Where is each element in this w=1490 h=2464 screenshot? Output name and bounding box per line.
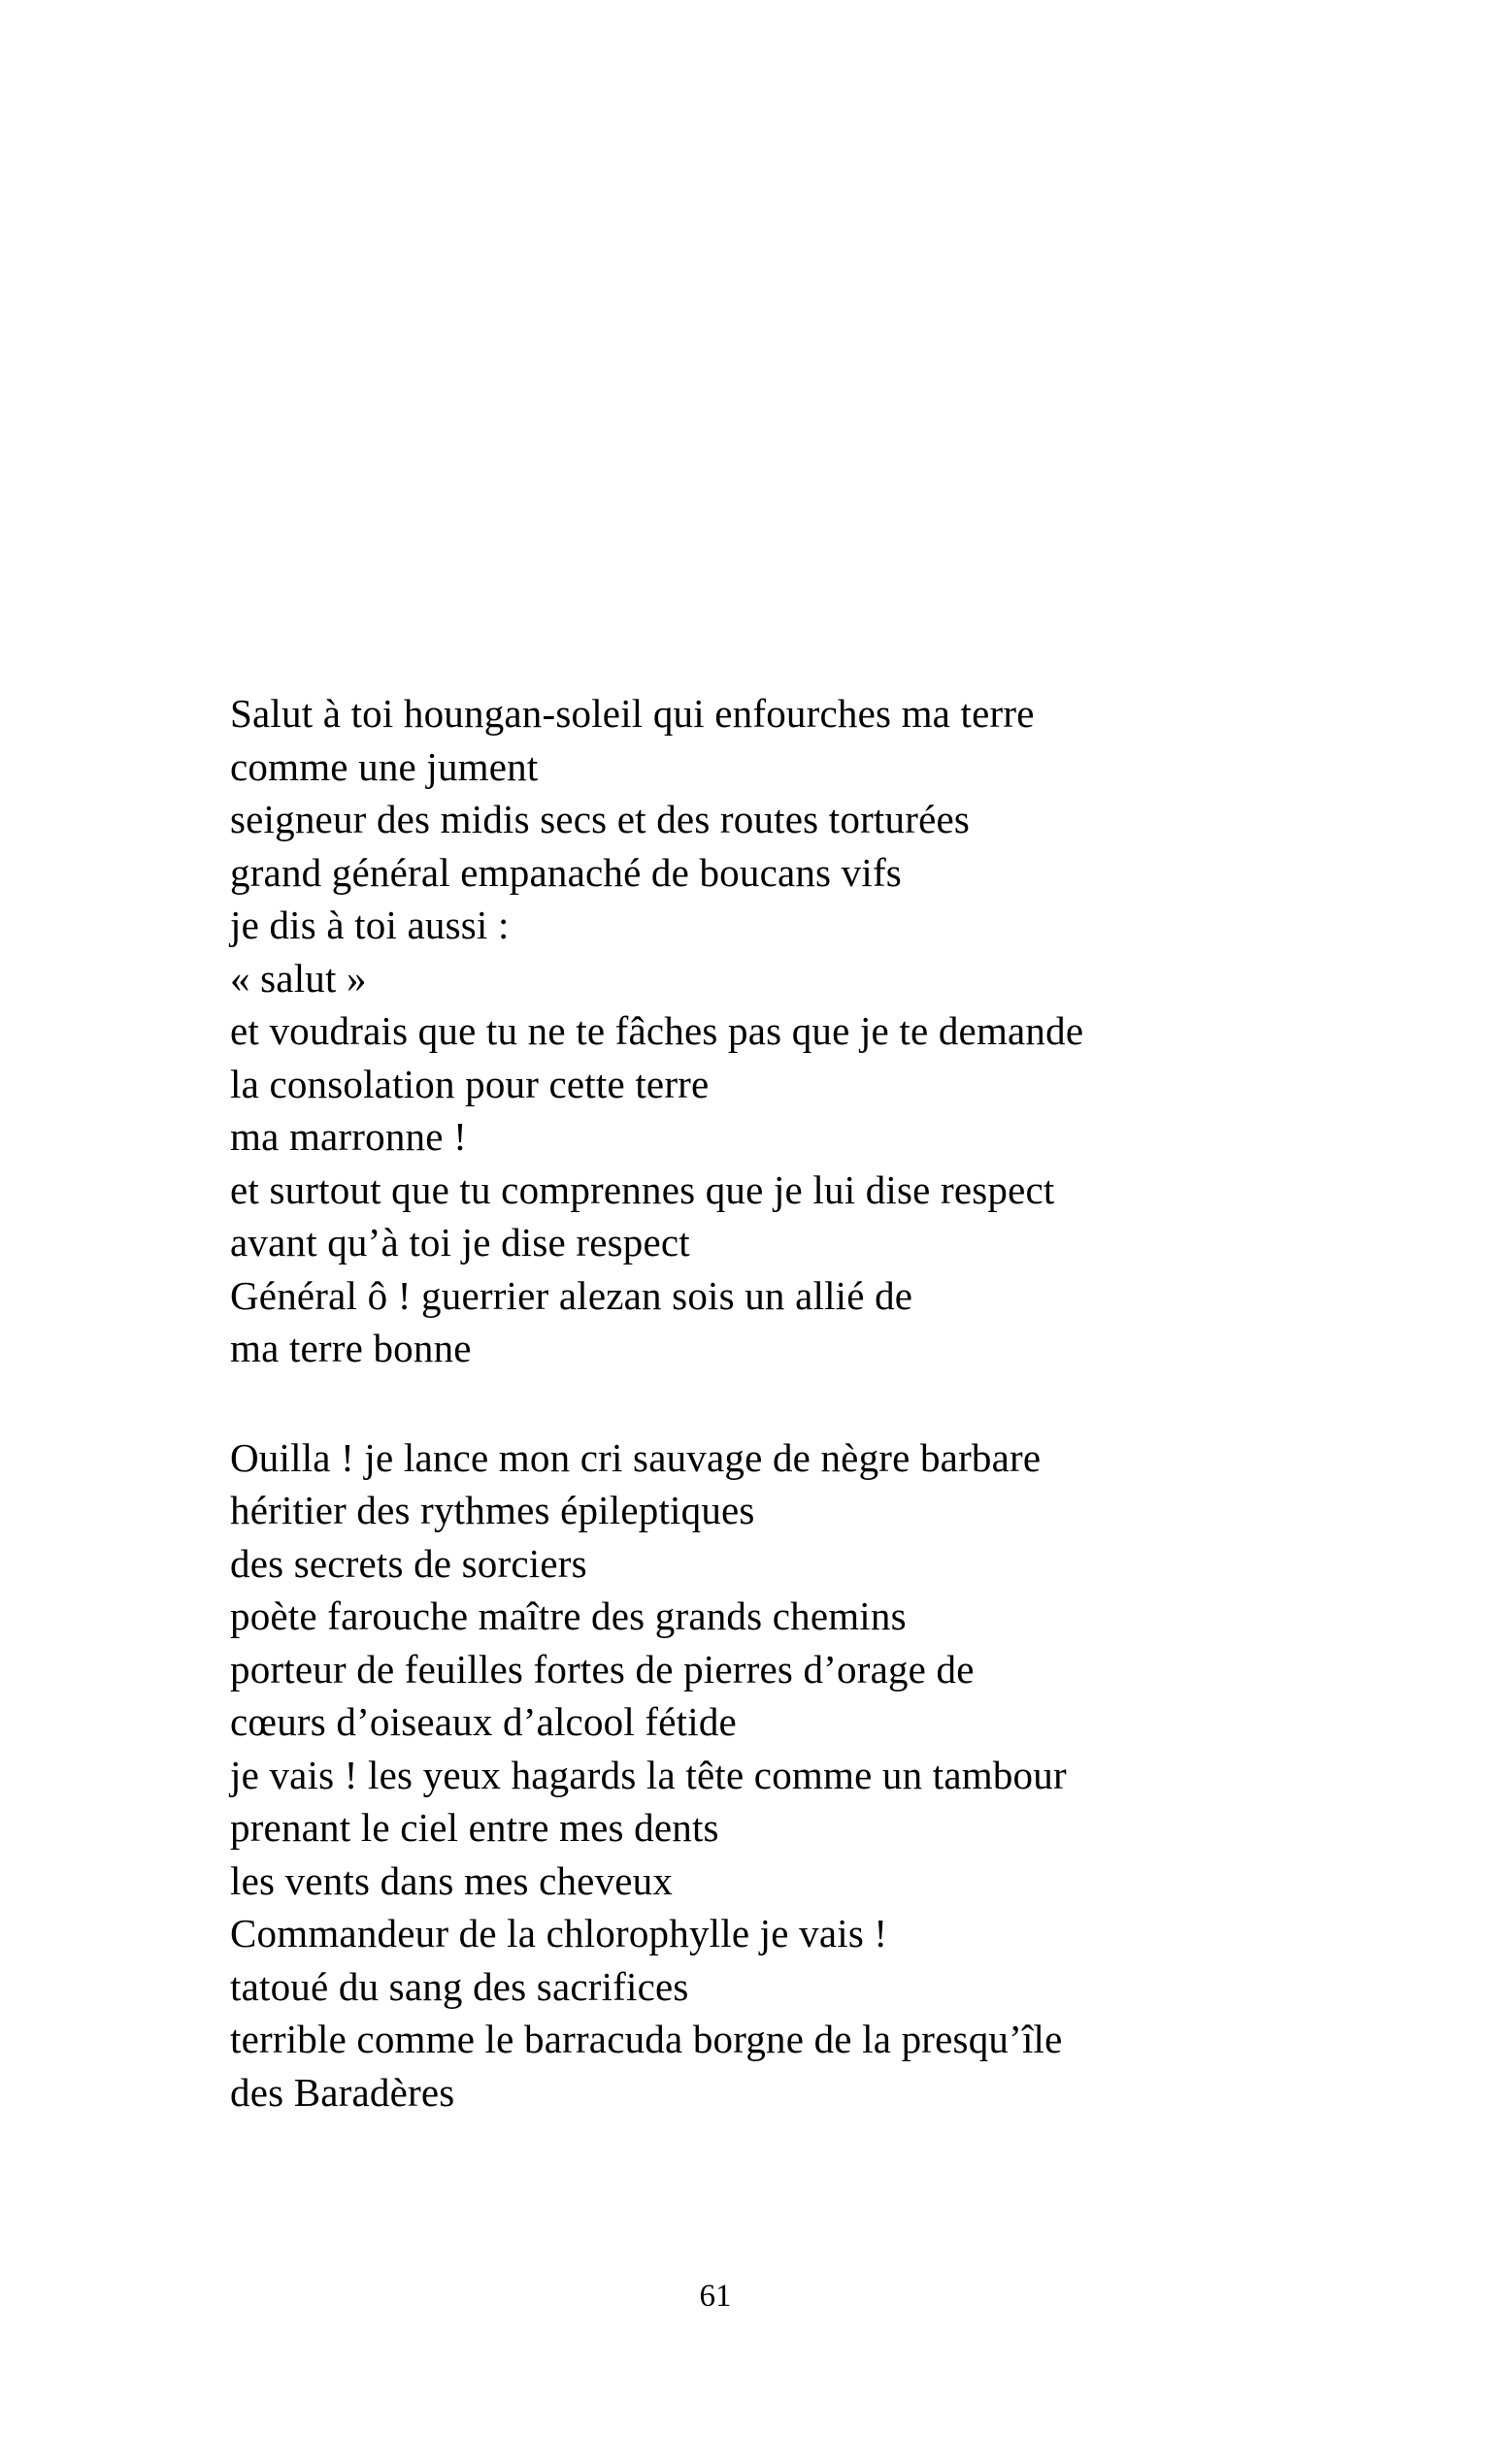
poem-text: [230, 687, 1395, 2119]
poem-line: terrible comme le barracuda borgne de la presqu’île: [230, 2017, 1063, 2061]
poem-line: Commandeur de la chlorophylle je vais !: [230, 1911, 888, 1955]
page-number: 61: [699, 2279, 732, 2314]
stanza-2: [230, 1431, 1395, 2119]
poem-line: prenant le ciel entre mes dents: [230, 1805, 719, 1850]
poem-line: je vais ! les yeux hagards la tête comme un tambour: [230, 1752, 1067, 1797]
stanza-1: [230, 687, 1395, 1375]
poem-line: cœurs d’oiseaux d’alcool fétide: [230, 1699, 737, 1744]
poem-line: ma marronne !: [230, 1114, 467, 1159]
poem-line: poète farouche maître des grands chemins: [230, 1593, 907, 1638]
poem-line: héritier des rythmes épileptiques: [230, 1488, 755, 1532]
poem-line: je dis à toi aussi :: [230, 903, 510, 947]
poem-line: comme une jument: [230, 743, 539, 789]
poem-line: avant qu’à toi je dise respect: [230, 1220, 690, 1265]
poem-line: Salut à toi houngan-soleil qui enfourches ma terre: [230, 691, 1035, 736]
poem-line: des Baradères: [230, 2069, 455, 2115]
poem-line: « salut »: [230, 955, 367, 1001]
poem-line: tatoué du sang des sacrifices: [230, 1963, 689, 2009]
poem-line: grand général empanaché de boucans vifs: [230, 849, 902, 895]
poem-line: porteur de feuilles fortes de pierres d’orage de: [230, 1646, 975, 1692]
poem-line: et surtout que tu comprennes que je lui dise respect: [230, 1166, 1055, 1212]
poem-line: les vents dans mes cheveux: [230, 1857, 674, 1903]
poem-line: Général ô ! guerrier alezan sois un allié de: [230, 1272, 913, 1318]
poem-line: seigneur des midis secs et des routes torturées: [230, 797, 971, 841]
poem-line: ma terre bonne: [230, 1326, 472, 1370]
poem-line: Ouilla ! je lance mon cri sauvage de nègre barbare: [230, 1434, 1042, 1480]
poem-line: et voudrais que tu ne te fâches pas que je te demande: [230, 1008, 1084, 1053]
poem-line: la consolation pour cette terre: [230, 1061, 710, 1106]
poem-line: des secrets de sorciers: [230, 1540, 587, 1586]
